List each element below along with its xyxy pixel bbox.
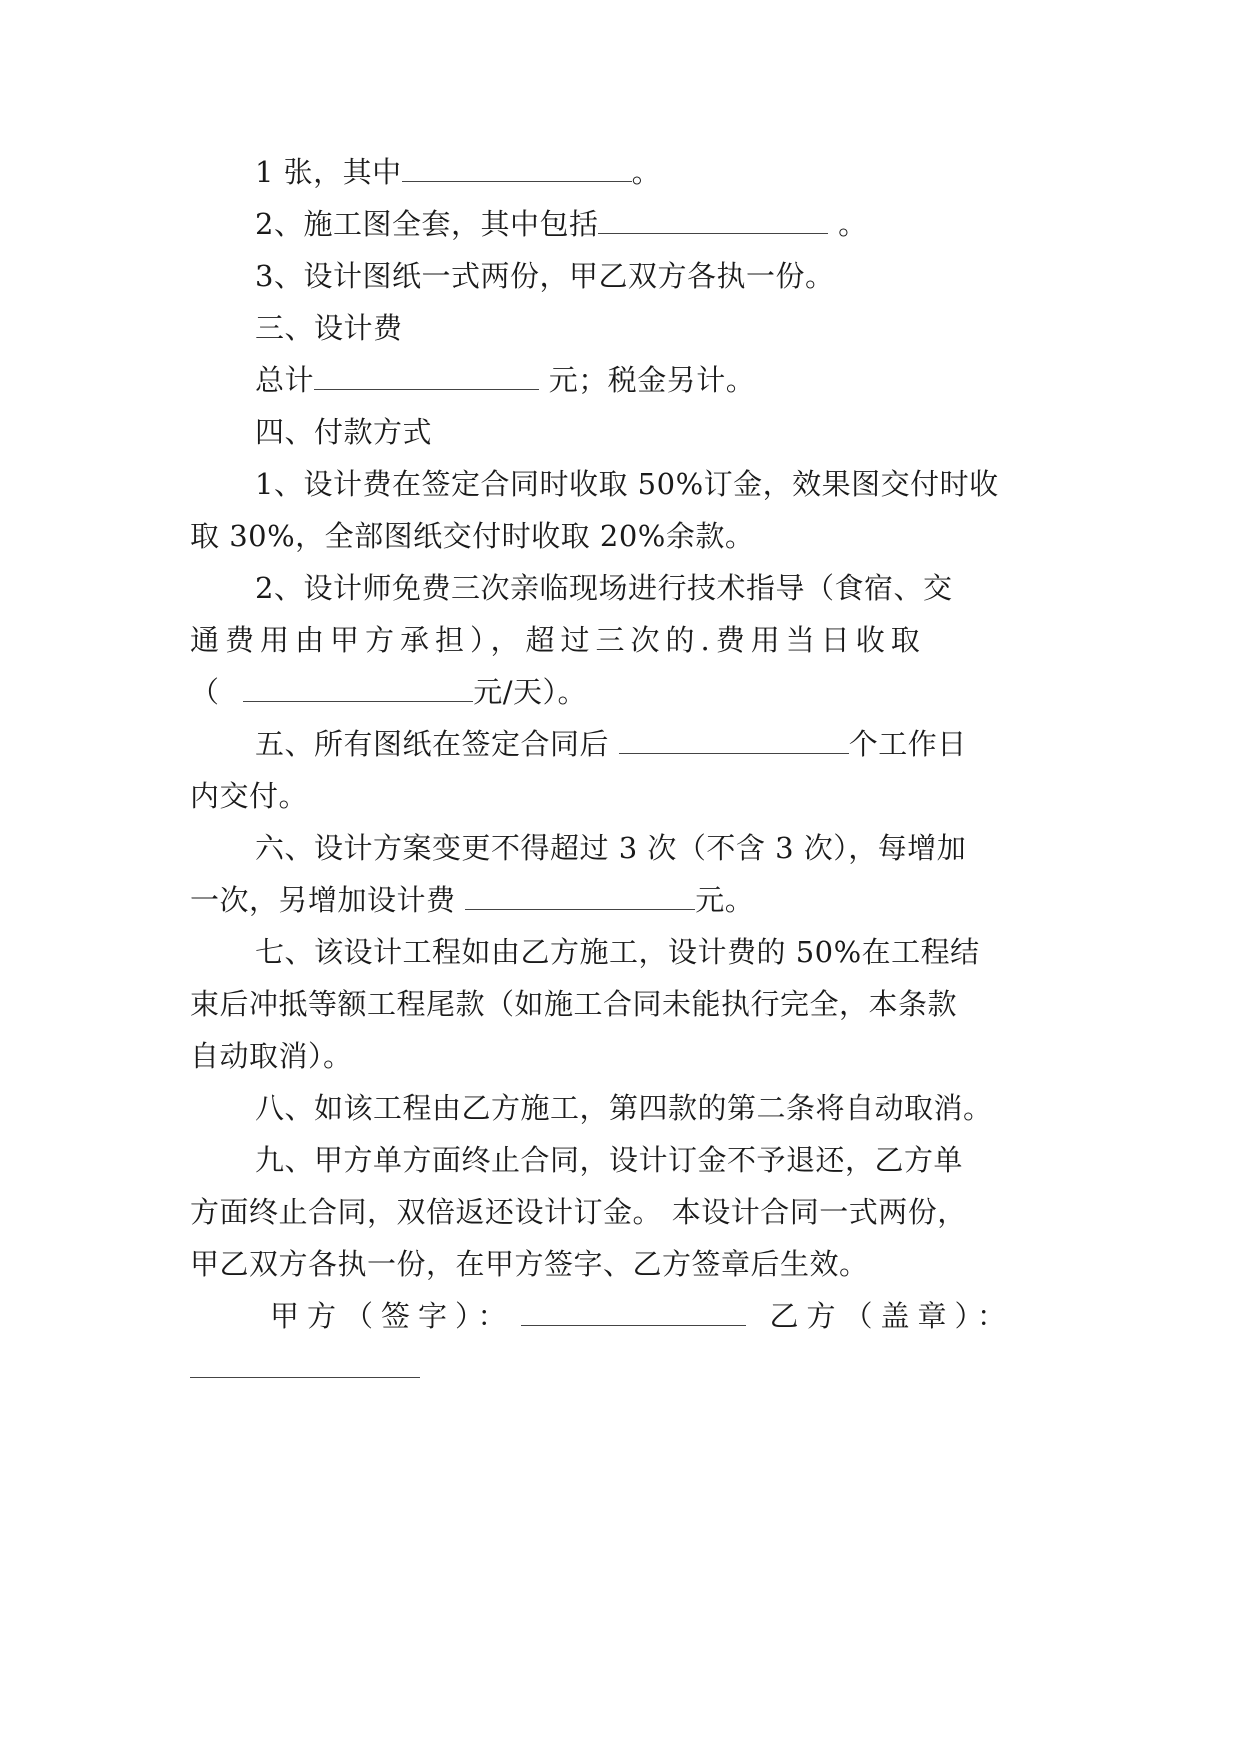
text-line: [190, 880, 1050, 920]
text-line: [255, 724, 1055, 764]
text-line: [255, 360, 1055, 400]
line-text: 八、如该工程由乙方施工，第四款的第二条将自动取消。: [255, 1091, 993, 1125]
section-heading: [255, 412, 1055, 452]
text-line: [190, 1036, 1050, 1076]
line-text: 3、设计图纸一式两份，甲乙双方各执一份。: [255, 259, 835, 293]
line-text: 一次，另增加设计费: [190, 883, 466, 917]
line-text: 元；税金另计。: [539, 363, 756, 397]
text-line: [190, 516, 1050, 556]
line-text: 元/天）。: [473, 675, 587, 709]
party-a-label: 甲方（签字）：: [270, 1299, 515, 1333]
line-text: 甲乙双方各执一份，在甲方签字、乙方签章后生效。: [190, 1247, 869, 1281]
text-line: [190, 1244, 1050, 1284]
line-text: 取 30%，全部图纸交付时收取 20%余款。: [190, 519, 755, 553]
line-text: 七、该设计工程如由乙方施工，设计费的 50%在工程结: [255, 935, 980, 969]
line-text: 1 张，其中: [255, 155, 402, 189]
fill-blank: [314, 363, 539, 390]
party-a-signature-blank: [521, 1299, 746, 1326]
line-text: 。: [631, 155, 662, 189]
line-text: 九、甲方单方面终止合同，设计订金不予退还，乙方单: [255, 1143, 964, 1177]
fill-blank: [619, 727, 849, 754]
line-text: 通费用由甲方承担），超过三次的.费用当日收取: [190, 623, 926, 657]
signature-line: [190, 1348, 1050, 1388]
line-text: 2、施工图全套，其中包括: [255, 207, 599, 241]
section-heading: [255, 308, 1055, 348]
text-line: [255, 256, 1055, 296]
line-text: 三、设计费: [255, 311, 403, 345]
text-line: [255, 464, 1055, 504]
line-text: 总计: [255, 363, 315, 397]
line-text: 1、设计费在签定合同时收取 50%订金，效果图交付时收: [255, 467, 999, 501]
text-line: [190, 984, 1050, 1024]
fill-blank: [465, 883, 695, 910]
line-text: 五、所有图纸在签定合同后: [255, 727, 619, 761]
line-text: 四、付款方式: [255, 415, 433, 449]
text-line: [255, 1088, 1055, 1128]
line-text: 2、设计师免费三次亲临现场进行技术指导（食宿、交: [255, 571, 953, 605]
fill-blank: [402, 155, 632, 182]
line-text: 内交付。: [190, 779, 309, 813]
text-line: [255, 1140, 1055, 1180]
line-text: 束后冲抵等额工程尾款（如施工合同未能执行完全，本条款: [190, 987, 958, 1021]
party-b-seal-blank: [190, 1351, 420, 1378]
fill-blank: [243, 675, 473, 702]
line-text: 自动取消）。: [190, 1039, 353, 1073]
text-line: [255, 152, 1055, 192]
line-text: 个工作日: [848, 727, 967, 761]
text-line: [255, 932, 1055, 972]
party-b-label: 乙方（盖章）：: [769, 1299, 1015, 1333]
text-line: [190, 672, 1050, 712]
text-line: [255, 828, 1055, 868]
line-text: 元。: [695, 883, 755, 917]
fill-blank: [598, 207, 828, 234]
text-line: [190, 1192, 1050, 1232]
text-line: [190, 620, 1050, 660]
line-text: 。: [828, 207, 868, 241]
signature-line: [270, 1296, 1050, 1336]
text-line: [255, 568, 1055, 608]
line-text: 六、设计方案变更不得超过 3 次（不含 3 次），每增加: [255, 831, 967, 865]
line-text: （: [190, 675, 230, 709]
line-text: 方面终止合同，双倍返还设计订金。 本设计合同一式两份，: [190, 1195, 967, 1229]
text-line: [190, 776, 1050, 816]
text-line: [255, 204, 1055, 244]
